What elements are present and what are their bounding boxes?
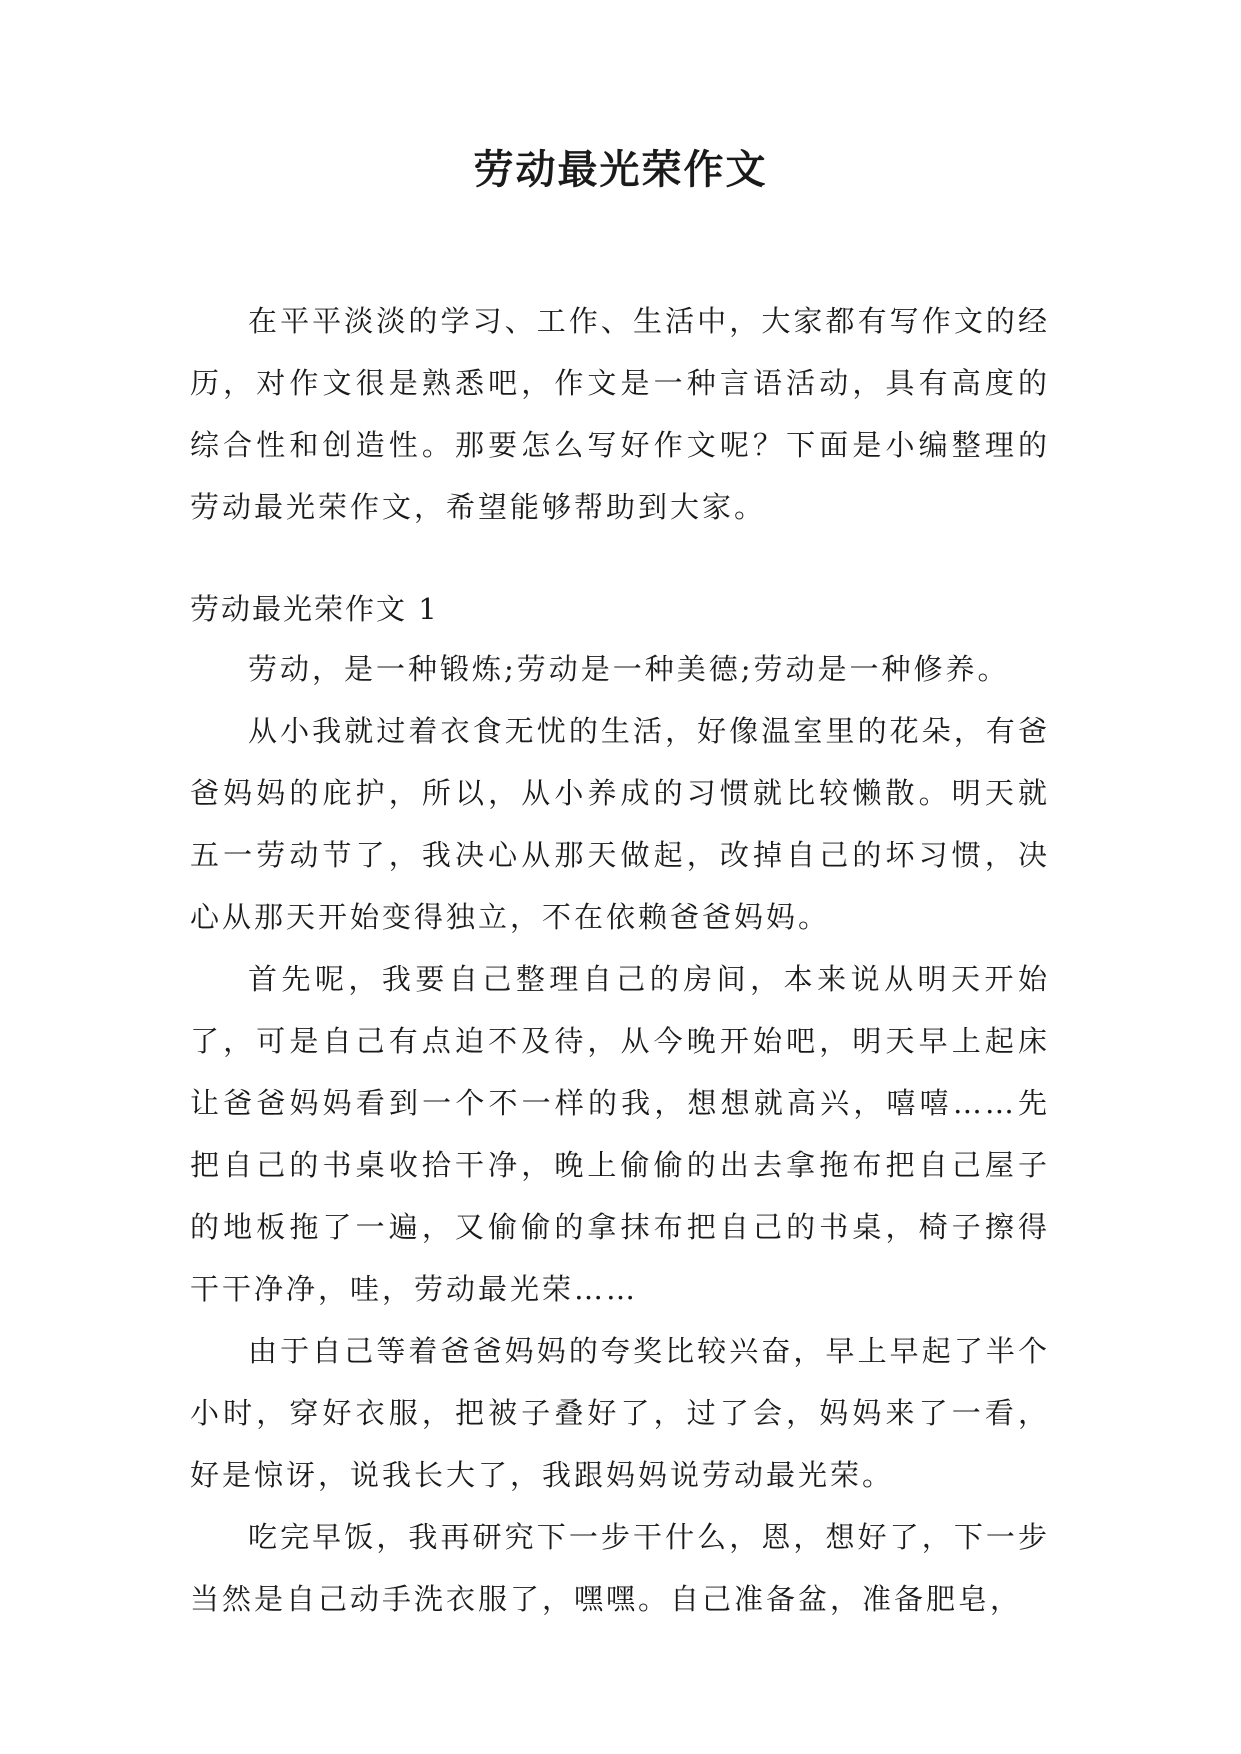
section-body bbox=[190, 638, 1050, 1630]
paragraph-1: 劳动，是一种锻炼;劳动是一种美德;劳动是一种修养。 bbox=[248, 652, 1010, 686]
paragraph-2: 从小我就过着衣食无忧的生活，好像温室里的花朵，有爸爸妈妈的庇护，所以，从小养成的习惯就比较懒散。明天就五一劳动节了，我决心从那天做起，改掉自己的坏习惯，决心从那天开始变得独立，不在依赖爸爸妈妈。 bbox=[190, 714, 1050, 934]
paragraph-4: 由于自己等着爸爸妈妈的夸奖比较兴奋，早上早起了半个小时，穿好衣服，把被子叠好了，过了会，妈妈来了一看，好是惊讶，说我长大了，我跟妈妈说劳动最光荣。 bbox=[190, 1334, 1050, 1492]
document-title: 劳动最光荣作文 bbox=[473, 146, 768, 193]
section-heading: 劳动最光荣作文 1 bbox=[190, 592, 439, 626]
intro-paragraph: 在平平淡淡的学习、工作、生活中，大家都有写作文的经历，对作文很是熟悉吧，作文是一种言语活动，具有高度的综合性和创造性。那要怎么写好作文呢？下面是小编整理的劳动最光荣作文，希望能够帮助到大家。 bbox=[190, 304, 1050, 524]
intro-block bbox=[190, 290, 1050, 538]
paragraph-5: 吃完早饭，我再研究下一步干什么，恩，想好了，下一步当然是自己动手洗衣服了，嘿嘿。自己准备盆，准备肥皂， bbox=[190, 1520, 1050, 1616]
paragraph-3: 首先呢，我要自己整理自己的房间，本来说从明天开始了，可是自己有点迫不及待，从今晚开始吧，明天早上起床让爸爸妈妈看到一个不一样的我，想想就高兴，嘻嘻……先把自己的书桌收拾干净，晚上偷偷的出去拿拖布把自己屋子的地板拖了一遍，又偷偷的拿抹布把自己的书桌，椅子擦得干干净净，哇，劳动最光荣…… bbox=[190, 962, 1050, 1306]
